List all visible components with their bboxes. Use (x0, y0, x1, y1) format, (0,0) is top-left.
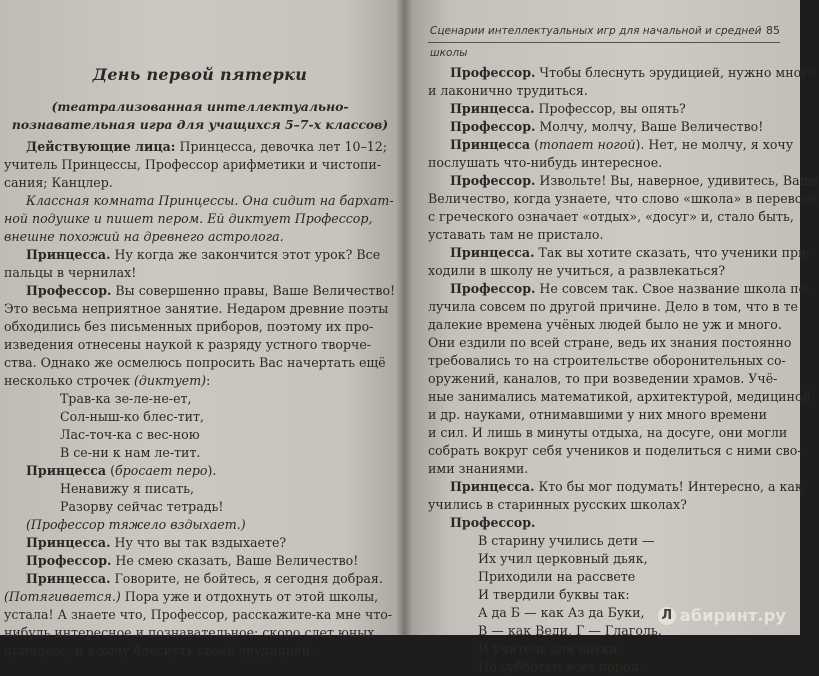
text-line (428, 352, 790, 370)
text-line (4, 588, 396, 606)
text-line (4, 174, 396, 192)
speaker-name: Принцесса (450, 137, 531, 152)
text-line (428, 136, 794, 154)
line-text: ( (106, 463, 115, 478)
line-text: Пора уже и отдохнуть от этой школы, (120, 589, 379, 604)
labirint-logo-icon: Л (658, 607, 676, 625)
line-text: Ну что вы так вздыхаете? (110, 535, 287, 550)
text-line (4, 390, 396, 408)
text-line (428, 586, 790, 604)
text-line (428, 172, 819, 190)
text-line (428, 334, 790, 352)
text-line (428, 406, 790, 424)
line-text: ). (207, 463, 217, 478)
text-line (4, 606, 396, 624)
speaker-name: Профессор. (450, 173, 536, 188)
running-header (428, 20, 780, 59)
line-text: далекие времена учёных людей было не уж и много. (428, 317, 782, 332)
text-line (428, 550, 790, 568)
line-text: принцесс, и я хочу блеснуть своей эрудицией. (4, 643, 314, 658)
text-line (428, 154, 790, 172)
text-line (428, 316, 790, 334)
text-line (4, 336, 396, 354)
line-text: и сил. И лишь в минуты отдыха, на досуге, они могли (428, 425, 788, 440)
line-text: Чтобы блеснуть эрудицией, нужно много (535, 65, 816, 80)
labirint-watermark (658, 606, 786, 626)
speaker-name: Принцесса. (450, 479, 535, 494)
line-text: ). Нет, не молчу, я хочу (635, 137, 794, 152)
stage-direction: внешне похожий на древнего астролога. (4, 229, 284, 244)
play-title: День первой пятерки (92, 65, 308, 84)
text-line (428, 388, 811, 406)
line-text: Так вы хотите сказать, что ученики при- (534, 245, 811, 260)
line-text: изведения отнесены наукой к разряду устного творче- (4, 337, 372, 352)
line-text: ства. Однако же осмелюсь попросить Вас начертать ещё (4, 355, 386, 370)
play-subtitle-line: познавательная игра для учащихся 5–7-х классов) (11, 117, 389, 132)
line-text: и др. науками, отнимавшими у них много времени (428, 407, 768, 422)
line-text: сания; Канцлер. (4, 175, 113, 190)
text-line (4, 228, 396, 246)
text-line (4, 354, 396, 372)
text-line (4, 264, 396, 282)
text-line (4, 246, 396, 264)
speaker-name: Профессор. (26, 283, 112, 298)
stage-direction: ной подушке и пишет пером. Ей диктует Профессор, (4, 211, 373, 226)
left-text-body (4, 138, 396, 660)
text-line (4, 372, 396, 390)
line-text: Разорву сейчас тетрадь! (60, 499, 224, 514)
speaker-name: Принцесса. (450, 245, 535, 260)
line-text: ходили в школу не учиться, а развлекаться? (428, 263, 726, 278)
line-text: Их учил церковный дьяк, (478, 551, 648, 566)
line-text: В се-ни к нам ле-тит. (60, 445, 201, 460)
line-text: Трав-ка зе-ле-не-ет, (60, 391, 192, 406)
line-text: В старину учились дети — (478, 533, 655, 548)
text-line (428, 640, 790, 658)
text-line (4, 534, 396, 552)
line-text: И твердили буквы так: (478, 587, 630, 602)
left-page-content (4, 62, 396, 660)
line-text: : (206, 373, 211, 388)
speaker-name: Профессор. (450, 119, 536, 134)
text-line (428, 82, 790, 100)
text-line (4, 282, 396, 300)
text-line (4, 624, 396, 642)
line-text: И учитель для науки (478, 641, 618, 656)
text-line (4, 462, 396, 480)
text-line (428, 532, 790, 550)
right-page-content (428, 64, 819, 676)
line-text: Ну когда же закончится этот урок? Все (110, 247, 381, 262)
left-page (0, 0, 404, 658)
line-text: нибудь интересное и познавательное: скоро слет юных (4, 625, 375, 640)
right-page (404, 0, 819, 674)
line-text: с греческого означает «отдых», «досуг» и, стало быть, (428, 209, 794, 224)
line-text: Ненавижу я писать, (60, 481, 194, 496)
line-text: учитель Принцессы, Профессор арифметики и чистопи- (4, 157, 382, 172)
line-text: собрать вокруг себя учеников и поделиться с ними сво- (428, 443, 802, 458)
line-text: По субботам всех порол. (478, 659, 643, 674)
line-text: Извольте! Вы, наверное, удивитесь, Ваше (535, 173, 819, 188)
text-line (4, 480, 396, 498)
line-text: Вы совершенно правы, Ваше Величество! (111, 283, 396, 298)
text-line (4, 426, 396, 444)
speaker-name: Принцесса. (26, 535, 111, 550)
page-number: 85 (766, 24, 780, 37)
text-line (4, 570, 396, 588)
running-title: Сценарии интеллектуальных игр для начальной и средней школы (430, 25, 762, 59)
text-line (428, 442, 802, 460)
line-text: Приходили на рассвете (478, 569, 636, 584)
line-text: Сол-ныш-ко блес-тит, (60, 409, 204, 424)
line-text: Кто бы мог подумать! Интересно, а как (534, 479, 803, 494)
book-gutter (396, 0, 412, 635)
line-text: лучила совсем по другой причине. Дело в том, что в те (428, 299, 798, 314)
text-line (4, 300, 396, 318)
line-text: и лаконично трудиться. (428, 83, 588, 98)
text-line (4, 138, 396, 156)
stage-direction: (диктует) (133, 373, 207, 388)
line-text: учились в старинных русских школах? (428, 497, 687, 512)
line-text: пальцы в чернилах! (4, 265, 137, 280)
watermark-text: абиринт.ру (679, 605, 786, 625)
speaker-name: Действующие лица: (26, 139, 176, 154)
line-text: Профессор, вы опять? (534, 101, 686, 116)
text-line (4, 444, 396, 462)
right-text-body (428, 64, 819, 676)
text-line (4, 552, 396, 570)
text-line (428, 208, 794, 226)
text-line (428, 244, 811, 262)
line-text: ( (530, 137, 539, 152)
text-line (4, 408, 396, 426)
speaker-name: Профессор. (450, 65, 536, 80)
line-text: Они ездили по всей стране, ведь их знания постоянно (428, 335, 792, 350)
line-text: Это весьма неприятное занятие. Недаром древние поэты (4, 301, 389, 316)
text-line (428, 424, 790, 442)
speaker-name: Принцесса (26, 463, 107, 478)
text-line (428, 262, 790, 280)
speaker-name: Профессор. (450, 515, 536, 530)
text-line (4, 318, 396, 336)
text-line (4, 516, 396, 534)
text-line (428, 514, 790, 532)
text-line (4, 192, 396, 210)
line-text: Не совсем так. Свое название школа по- (535, 281, 811, 296)
stage-direction: топает ногой (539, 137, 636, 152)
text-line (4, 642, 396, 660)
text-line (428, 280, 811, 298)
line-text: Говорите, не бойтесь, я сегодня добрая. (110, 571, 383, 586)
text-line (428, 568, 790, 586)
line-text: Молчу, молчу, Ваше Величество! (535, 119, 764, 134)
line-text: требовались то на строительстве оборонительных со- (428, 353, 786, 368)
speaker-name: Профессор. (26, 553, 112, 568)
speaker-name: Принцесса. (26, 571, 111, 586)
line-text: А да Б — как Аз да Буки, (478, 605, 645, 620)
speaker-name: Профессор. (450, 281, 536, 296)
text-line (428, 370, 790, 388)
text-line (428, 190, 818, 208)
line-text: уставать там не пристало. (428, 227, 604, 242)
line-text: устала! А знаете что, Профессор, расскажите-ка мне что- (4, 607, 393, 622)
text-line (4, 210, 396, 228)
text-line (428, 496, 790, 514)
speaker-name: Принцесса. (26, 247, 111, 262)
stage-direction: Классная комната Принцессы. Она сидит на бархат- (26, 193, 394, 208)
text-line (4, 498, 396, 516)
text-line (428, 118, 790, 136)
line-text: Не смею сказать, Ваше Величество! (111, 553, 359, 568)
text-line (428, 100, 790, 118)
text-line (428, 478, 803, 496)
line-text: несколько строчек (4, 373, 134, 388)
text-line (428, 64, 816, 82)
text-line (4, 156, 396, 174)
line-text: обходились без письменных приборов, поэтому их про- (4, 319, 374, 334)
line-text: Лас-точ-ка с вес-ною (60, 427, 200, 442)
text-line (428, 460, 790, 478)
line-text: послушать что-нибудь интересное. (428, 155, 663, 170)
line-text: оружений, каналов, то при возведении храмов. Учё- (428, 371, 778, 386)
line-text: ими знаниями. (428, 461, 529, 476)
text-line (428, 658, 790, 676)
play-subtitle-line: (театрализованная интеллектуально- (51, 99, 349, 114)
line-text: ные занимались математикой, архитектурой, медициной (428, 389, 811, 404)
stage-direction: (Профессор тяжело вздыхает.) (26, 517, 246, 532)
speaker-name: Принцесса. (450, 101, 535, 116)
stage-direction: (Потягивается.) (4, 589, 121, 604)
line-text: Принцесса, девочка лет 10–12; (175, 139, 388, 154)
line-text: В — как Веди, Г — Глаголь. (478, 623, 662, 638)
stage-direction: бросает перо (115, 463, 208, 478)
text-line (428, 226, 790, 244)
line-text: Величество, когда узнаете, что слово «школа» в переводе (428, 191, 818, 206)
text-line (428, 298, 798, 316)
